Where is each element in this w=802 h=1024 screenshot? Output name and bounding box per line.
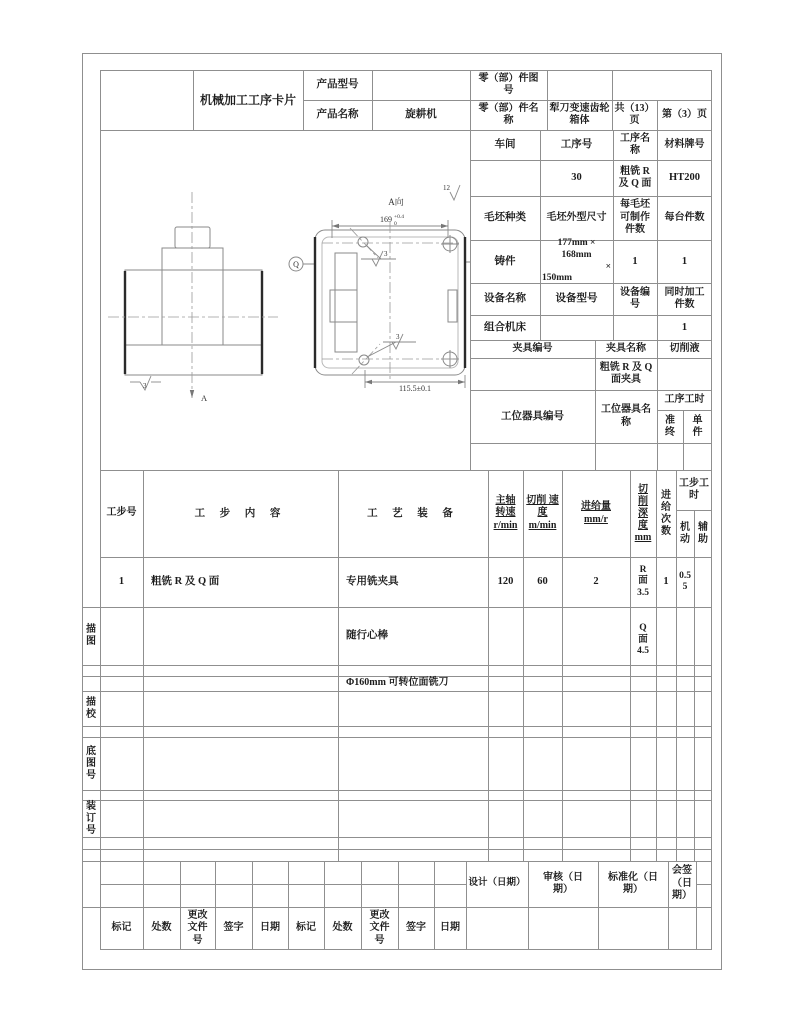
grid-line bbox=[82, 665, 712, 666]
station-tool-no-label: 工位器具编号 bbox=[501, 410, 564, 422]
a-view-left-boss bbox=[335, 253, 357, 352]
col-cut-depth: 切削深度mm bbox=[634, 483, 652, 543]
grid-line bbox=[696, 861, 697, 950]
technical-drawing bbox=[100, 130, 470, 470]
col-cutting-speed: 切削 速度 m/min bbox=[526, 494, 559, 531]
fixture-name-label: 夹具名称 bbox=[606, 342, 646, 354]
piece-time-label: 单件 bbox=[692, 414, 703, 438]
part-name-value: 犁刀变速齿轮箱体 bbox=[549, 102, 610, 126]
front-view-mid-block bbox=[162, 248, 223, 270]
equipment-name-label: 设备名称 bbox=[484, 293, 526, 305]
per-machine-label: 每台件数 bbox=[664, 211, 705, 223]
machine-time-value: 0.55 bbox=[679, 570, 691, 592]
col-aux-time: 辅助 bbox=[698, 521, 708, 545]
a-view-right-tab bbox=[448, 290, 457, 322]
roughness-bottom-value: 3 bbox=[396, 333, 400, 341]
approval-design: 设计（日期） bbox=[468, 878, 526, 889]
feed-rate-value: 2 bbox=[593, 576, 599, 588]
col-step-no: 工步号 bbox=[106, 507, 137, 519]
revision-col-docno2: 更改文件号 bbox=[369, 909, 390, 946]
view-a-label: A向 bbox=[388, 197, 404, 207]
step-content-value: 粗铣 R 及 Q 面 bbox=[151, 576, 220, 588]
dim-bottom-value: 115.5±0.1 bbox=[398, 384, 432, 393]
datum-q-label: Q bbox=[293, 260, 299, 269]
equipment-name-value: 组合机床 bbox=[484, 321, 526, 333]
equipment-no-label: 设备编号 bbox=[620, 286, 650, 310]
material-label: 材料牌号 bbox=[664, 138, 705, 150]
approval-countersign: 会签（日期） bbox=[672, 865, 692, 902]
revision-col-sign2: 签字 bbox=[406, 922, 426, 934]
grid-line bbox=[82, 726, 712, 727]
product-model-label: 产品型号 bbox=[316, 79, 359, 91]
dim-width-tol-upper: +0.4 bbox=[394, 214, 404, 220]
revision-col-date2: 日期 bbox=[440, 922, 460, 934]
blank-size-value bbox=[540, 237, 613, 284]
revision-col-count2: 处数 bbox=[332, 922, 353, 934]
roughness-front-value: 3 bbox=[143, 382, 147, 390]
col-passes: 进给次数 bbox=[661, 489, 671, 537]
margin-label-base-drawing-no: 底图号 bbox=[86, 745, 96, 781]
grid-line bbox=[470, 443, 712, 444]
cut-depth-r-value: R面3.5 bbox=[637, 564, 649, 598]
margin-label-tracing-check: 描校 bbox=[86, 696, 96, 720]
col-machine-time: 机动 bbox=[680, 521, 690, 545]
process-no-label: 工序号 bbox=[560, 139, 593, 151]
blank-size-line1: 177mm × 168mm bbox=[557, 237, 596, 260]
col-spindle-speed: 主轴 转速 r/min bbox=[493, 494, 518, 531]
revision-col-sign1: 签字 bbox=[223, 922, 244, 934]
grid-line bbox=[82, 737, 712, 738]
front-view-top-cap bbox=[175, 227, 210, 248]
revision-col-count1: 处数 bbox=[151, 922, 172, 934]
revision-col-mark2: 标记 bbox=[296, 922, 316, 934]
revision-col-docno1: 更改文件号 bbox=[187, 909, 208, 946]
passes-value: 1 bbox=[663, 576, 669, 588]
fixture-no-label: 夹具编号 bbox=[512, 342, 553, 354]
per-blank-value: 1 bbox=[632, 255, 638, 267]
revision-col-date1: 日期 bbox=[260, 922, 280, 934]
grid-line bbox=[82, 800, 712, 801]
col-feed-rate: 进给量 mm/r bbox=[581, 501, 611, 525]
blank-type-label: 毛坯种类 bbox=[484, 212, 526, 224]
cutting-speed-value: 60 bbox=[537, 576, 548, 588]
fixture-name-value: 粗铣 R 及 Q 面夹具 bbox=[599, 361, 653, 385]
step-equipment-3: Φ160mm 可转位面铣刀 bbox=[346, 676, 449, 688]
approval-standardization: 标准化（日期） bbox=[608, 871, 658, 895]
form-title: 机械加工工序卡片 bbox=[199, 92, 296, 107]
spindle-speed-value: 120 bbox=[497, 576, 514, 588]
margin-label-tracing: 描图 bbox=[86, 624, 96, 647]
grid-line bbox=[100, 884, 466, 885]
blank-type-value: 铸件 bbox=[494, 255, 516, 267]
coolant-label: 切削液 bbox=[669, 342, 700, 354]
blank-size-label: 毛坯外型尺寸 bbox=[546, 211, 607, 223]
a-view-left-step bbox=[330, 290, 357, 322]
part-name-label: 零（部）件名称 bbox=[478, 102, 539, 126]
grid-line bbox=[82, 837, 712, 838]
col-step-content: 工 步 内 容 bbox=[194, 507, 287, 519]
view-arrow-label: A bbox=[201, 393, 208, 403]
revision-col-mark1: 标记 bbox=[111, 922, 132, 934]
cut-depth-q-value: Q面4.5 bbox=[637, 623, 649, 657]
per-machine-value: 1 bbox=[681, 255, 688, 267]
col-step-time: 工步工时 bbox=[679, 477, 709, 501]
step-equipment-2: 随行心棒 bbox=[346, 630, 388, 642]
material-value: HT200 bbox=[669, 172, 700, 184]
grid-line bbox=[696, 884, 712, 885]
workshop-label: 车间 bbox=[494, 139, 516, 151]
grid-line bbox=[470, 358, 712, 359]
simultaneous-label: 同时加工件数 bbox=[664, 286, 705, 310]
step-equipment-1: 专用铣夹具 bbox=[346, 576, 399, 588]
part-no-label: 零（部）件图号 bbox=[478, 72, 539, 96]
dim-width-value: 169 bbox=[380, 215, 392, 224]
pages-total: 共（13）页 bbox=[614, 102, 655, 126]
process-name-value: 粗铣 R 及 Q 面 bbox=[618, 165, 652, 189]
prep-time-label: 准终 bbox=[665, 414, 675, 438]
roughness-top-value: 3 bbox=[384, 250, 388, 258]
station-tool-name-label: 工位器具名称 bbox=[601, 404, 651, 428]
simultaneous-value: 1 bbox=[681, 321, 688, 333]
step-no-value: 1 bbox=[118, 576, 125, 588]
process-time-label: 工序工时 bbox=[664, 393, 705, 405]
grid-line bbox=[694, 510, 695, 861]
blank-size-line2: × bbox=[605, 261, 611, 272]
product-name-value: 旋耕机 bbox=[405, 109, 437, 121]
roughness-check-corner bbox=[450, 185, 460, 200]
view-direction-arrow bbox=[190, 390, 194, 398]
equipment-model-label: 设备型号 bbox=[555, 293, 598, 305]
page-current: 第（3）页 bbox=[662, 108, 707, 120]
approval-audit: 审核（日期） bbox=[543, 871, 583, 895]
process-name-label: 工序名称 bbox=[620, 132, 650, 156]
grid-line bbox=[82, 849, 712, 850]
margin-label-binding-no: 装订号 bbox=[86, 800, 96, 836]
front-view-body bbox=[125, 270, 262, 375]
roughness-corner-value: 12 bbox=[443, 184, 450, 192]
process-no-value: 30 bbox=[571, 172, 582, 184]
per-blank-label: 每毛坯可制作件数 bbox=[620, 199, 650, 236]
product-name-label: 产品名称 bbox=[316, 109, 359, 121]
col-process-equipment: 工 艺 装 备 bbox=[367, 507, 459, 519]
dim-width-tol-lower: 0 bbox=[394, 221, 397, 227]
blank-size-line3: 150mm bbox=[542, 273, 573, 284]
grid-line bbox=[82, 790, 712, 791]
